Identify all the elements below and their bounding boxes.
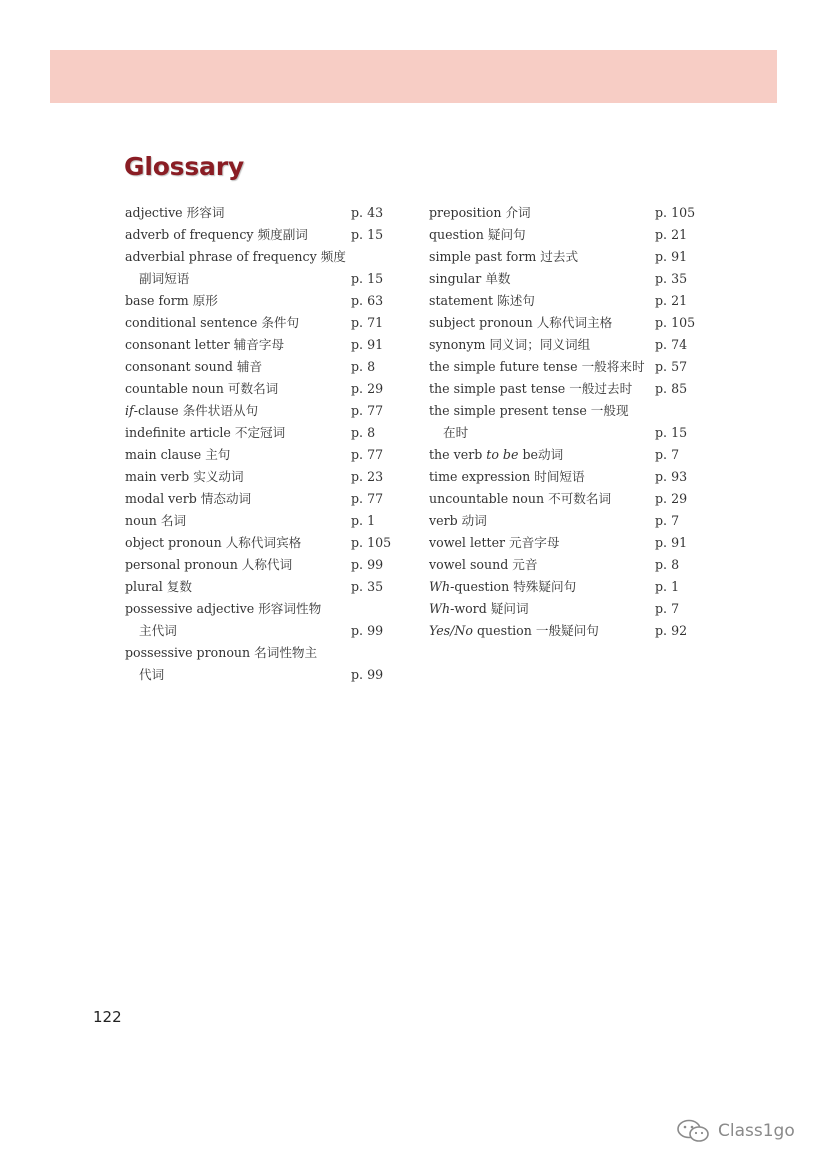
glossary-term bbox=[429, 576, 655, 598]
glossary-entry bbox=[125, 598, 391, 642]
glossary-page-ref: p. 15 bbox=[351, 227, 384, 242]
term-italic: Yes/No bbox=[429, 623, 473, 638]
glossary-term bbox=[125, 224, 351, 246]
glossary-entry bbox=[429, 488, 695, 510]
glossary-term bbox=[125, 444, 351, 466]
term-text: main verb 实义动词 bbox=[125, 469, 244, 484]
term-continuation: 代词 bbox=[139, 667, 165, 682]
glossary-entry bbox=[429, 598, 695, 620]
glossary-term bbox=[125, 356, 351, 378]
term-text: question 一般疑问句 bbox=[472, 623, 599, 638]
term-text: the simple present tense 一般现 bbox=[429, 403, 629, 418]
term-text: indefinite article 不定冠词 bbox=[125, 425, 286, 440]
glossary-entry bbox=[125, 224, 391, 246]
glossary-term bbox=[125, 400, 351, 422]
term-italic: Wh bbox=[429, 579, 451, 594]
glossary-entry bbox=[125, 356, 391, 378]
glossary-term bbox=[125, 642, 351, 686]
watermark bbox=[676, 1119, 795, 1143]
glossary-page-ref: p. 63 bbox=[351, 293, 384, 308]
glossary-term bbox=[125, 532, 351, 554]
term-text: consonant letter 辅音字母 bbox=[125, 337, 285, 352]
glossary-page-ref: p. 1 bbox=[655, 579, 680, 594]
glossary-page-ref: p. 7 bbox=[655, 513, 680, 528]
glossary-page-ref: p. 21 bbox=[655, 227, 688, 242]
term-text: the simple future tense 一般将来时 bbox=[429, 359, 645, 374]
term-text: be动词 bbox=[518, 447, 564, 462]
glossary-term bbox=[429, 554, 655, 576]
glossary-entry bbox=[429, 246, 695, 268]
glossary-entry bbox=[429, 510, 695, 532]
glossary-page-ref: p. 77 bbox=[351, 491, 384, 506]
glossary-term bbox=[125, 246, 351, 290]
glossary-term bbox=[429, 620, 655, 642]
term-italic: Wh bbox=[429, 601, 451, 616]
glossary-term bbox=[125, 290, 351, 312]
term-text: countable noun 可数名词 bbox=[125, 381, 279, 396]
glossary-page-ref: p. 85 bbox=[655, 381, 688, 396]
glossary-entry bbox=[429, 334, 695, 356]
glossary-term bbox=[125, 334, 351, 356]
term-text: verb 动词 bbox=[429, 513, 487, 528]
term-text: vowel letter 元音字母 bbox=[429, 535, 560, 550]
glossary-page-ref: p. 91 bbox=[655, 535, 688, 550]
glossary-page-ref: p. 7 bbox=[655, 447, 680, 462]
term-text: question 疑问句 bbox=[429, 227, 526, 242]
glossary-right-column bbox=[429, 202, 695, 642]
glossary-page-ref: p. 23 bbox=[351, 469, 384, 484]
glossary-term bbox=[429, 290, 655, 312]
glossary-page-ref: p. 77 bbox=[351, 403, 384, 418]
glossary-left-column bbox=[125, 202, 391, 686]
glossary-page-ref: p. 99 bbox=[351, 667, 384, 682]
glossary-entry bbox=[125, 202, 391, 224]
glossary-term bbox=[429, 356, 655, 378]
glossary-entry bbox=[429, 576, 695, 598]
glossary-page-ref: p. 105 bbox=[655, 315, 696, 330]
glossary-entry bbox=[125, 488, 391, 510]
glossary-entry bbox=[125, 334, 391, 356]
glossary-term bbox=[429, 488, 655, 510]
glossary-entry bbox=[429, 554, 695, 576]
glossary-entry bbox=[429, 444, 695, 466]
glossary-entry bbox=[125, 642, 391, 686]
glossary-entry bbox=[429, 620, 695, 642]
term-text: -question 特殊疑问句 bbox=[450, 579, 577, 594]
glossary-page-ref: p. 91 bbox=[655, 249, 688, 264]
glossary-entry bbox=[125, 246, 391, 290]
term-text: object pronoun 人称代词宾格 bbox=[125, 535, 302, 550]
glossary-term bbox=[429, 378, 655, 400]
wechat-icon bbox=[676, 1119, 712, 1143]
glossary-page-ref: p. 29 bbox=[351, 381, 384, 396]
term-text: singular 单数 bbox=[429, 271, 511, 286]
term-text: adverbial phrase of frequency 频度 bbox=[125, 249, 346, 264]
term-text: statement 陈述句 bbox=[429, 293, 535, 308]
glossary-page-ref: p. 99 bbox=[351, 557, 384, 572]
term-text: the verb bbox=[429, 447, 487, 462]
glossary-entry bbox=[429, 378, 695, 400]
term-italic: if bbox=[125, 403, 134, 418]
term-text: preposition 介词 bbox=[429, 205, 531, 220]
glossary-page-ref: p. 1 bbox=[351, 513, 376, 528]
term-text: modal verb 情态动词 bbox=[125, 491, 252, 506]
term-text: simple past form 过去式 bbox=[429, 249, 579, 264]
term-text: noun 名词 bbox=[125, 513, 187, 528]
glossary-page-ref: p. 21 bbox=[655, 293, 688, 308]
term-text: adjective 形容词 bbox=[125, 205, 225, 220]
term-text: subject pronoun 人称代词主格 bbox=[429, 315, 613, 330]
glossary-term bbox=[125, 466, 351, 488]
page-number: 122 bbox=[93, 1008, 122, 1026]
glossary-entry bbox=[125, 312, 391, 334]
glossary-entry bbox=[429, 400, 695, 444]
page-title: Glossary bbox=[124, 152, 244, 181]
glossary-term bbox=[429, 444, 655, 466]
glossary-term bbox=[429, 466, 655, 488]
glossary-entry bbox=[125, 554, 391, 576]
glossary-entry bbox=[429, 202, 695, 224]
glossary-term bbox=[429, 598, 655, 620]
glossary-entry bbox=[125, 532, 391, 554]
glossary-page-ref: p. 99 bbox=[351, 623, 384, 638]
glossary-term bbox=[429, 246, 655, 268]
glossary-term bbox=[429, 224, 655, 246]
glossary-term bbox=[429, 532, 655, 554]
glossary-entry bbox=[125, 290, 391, 312]
glossary-entry bbox=[125, 576, 391, 598]
term-continuation: 主代词 bbox=[139, 623, 177, 638]
glossary-entry bbox=[125, 422, 391, 444]
glossary-page-ref: p. 71 bbox=[351, 315, 384, 330]
glossary-entry bbox=[429, 224, 695, 246]
glossary-entry bbox=[429, 312, 695, 334]
glossary-entry bbox=[125, 378, 391, 400]
term-text: base form 原形 bbox=[125, 293, 218, 308]
term-text: synonym 同义词；同义词组 bbox=[429, 337, 591, 352]
glossary-page-ref: p. 8 bbox=[351, 425, 376, 440]
glossary-page-ref: p. 8 bbox=[351, 359, 376, 374]
term-text: adverb of frequency 频度副词 bbox=[125, 227, 308, 242]
glossary-term bbox=[429, 334, 655, 356]
glossary-page-ref: p. 7 bbox=[655, 601, 680, 616]
glossary-page-ref: p. 35 bbox=[351, 579, 384, 594]
glossary-term bbox=[125, 510, 351, 532]
glossary-entry bbox=[429, 356, 695, 378]
glossary-page-ref: p. 105 bbox=[351, 535, 392, 550]
term-text: plural 复数 bbox=[125, 579, 192, 594]
glossary-entry bbox=[125, 400, 391, 422]
glossary-term bbox=[125, 576, 351, 598]
glossary-page-ref: p. 92 bbox=[655, 623, 688, 638]
glossary-term bbox=[125, 202, 351, 224]
glossary-term bbox=[125, 554, 351, 576]
term-italic: to be bbox=[486, 447, 519, 462]
term-text: -clause 条件状语从句 bbox=[133, 403, 259, 418]
glossary-entry bbox=[125, 510, 391, 532]
glossary-page-ref: p. 35 bbox=[655, 271, 688, 286]
glossary-term bbox=[125, 488, 351, 510]
term-text: possessive pronoun 名词性物主 bbox=[125, 645, 318, 660]
glossary-term bbox=[429, 510, 655, 532]
watermark-text: Class1go bbox=[718, 1121, 795, 1141]
glossary-entry bbox=[429, 466, 695, 488]
glossary-term bbox=[125, 312, 351, 334]
term-text: time expression 时间短语 bbox=[429, 469, 585, 484]
glossary-page-ref: p. 15 bbox=[351, 271, 384, 286]
term-continuation: 在时 bbox=[443, 425, 469, 440]
term-text: possessive adjective 形容词性物 bbox=[125, 601, 322, 616]
glossary-entry bbox=[429, 290, 695, 312]
glossary-entry bbox=[429, 532, 695, 554]
term-text: uncountable noun 不可数名词 bbox=[429, 491, 612, 506]
glossary-term bbox=[429, 400, 655, 444]
header-band bbox=[50, 50, 777, 103]
term-text: main clause 主句 bbox=[125, 447, 231, 462]
glossary-term bbox=[125, 422, 351, 444]
glossary-term bbox=[429, 202, 655, 224]
glossary-page-ref: p. 57 bbox=[655, 359, 688, 374]
term-text: vowel sound 元音 bbox=[429, 557, 538, 572]
term-text: personal pronoun 人称代词 bbox=[125, 557, 293, 572]
glossary-page-ref: p. 15 bbox=[655, 425, 688, 440]
glossary-term bbox=[125, 598, 351, 642]
term-text: consonant sound 辅音 bbox=[125, 359, 263, 374]
term-text: -word 疑问词 bbox=[450, 601, 529, 616]
glossary-page-ref: p. 77 bbox=[351, 447, 384, 462]
glossary-page-ref: p. 8 bbox=[655, 557, 680, 572]
glossary-page-ref: p. 93 bbox=[655, 469, 688, 484]
glossary-page-ref: p. 74 bbox=[655, 337, 688, 352]
glossary-page-ref: p. 105 bbox=[655, 205, 696, 220]
glossary-term bbox=[429, 312, 655, 334]
term-continuation: 副词短语 bbox=[139, 271, 190, 286]
term-text: the simple past tense 一般过去时 bbox=[429, 381, 633, 396]
glossary-entry bbox=[125, 444, 391, 466]
glossary-term bbox=[125, 378, 351, 400]
term-text: conditional sentence 条件句 bbox=[125, 315, 300, 330]
glossary-page-ref: p. 29 bbox=[655, 491, 688, 506]
glossary-entry bbox=[125, 466, 391, 488]
glossary-page-ref: p. 91 bbox=[351, 337, 384, 352]
glossary-term bbox=[429, 268, 655, 290]
glossary-entry bbox=[429, 268, 695, 290]
glossary-page-ref: p. 43 bbox=[351, 205, 384, 220]
